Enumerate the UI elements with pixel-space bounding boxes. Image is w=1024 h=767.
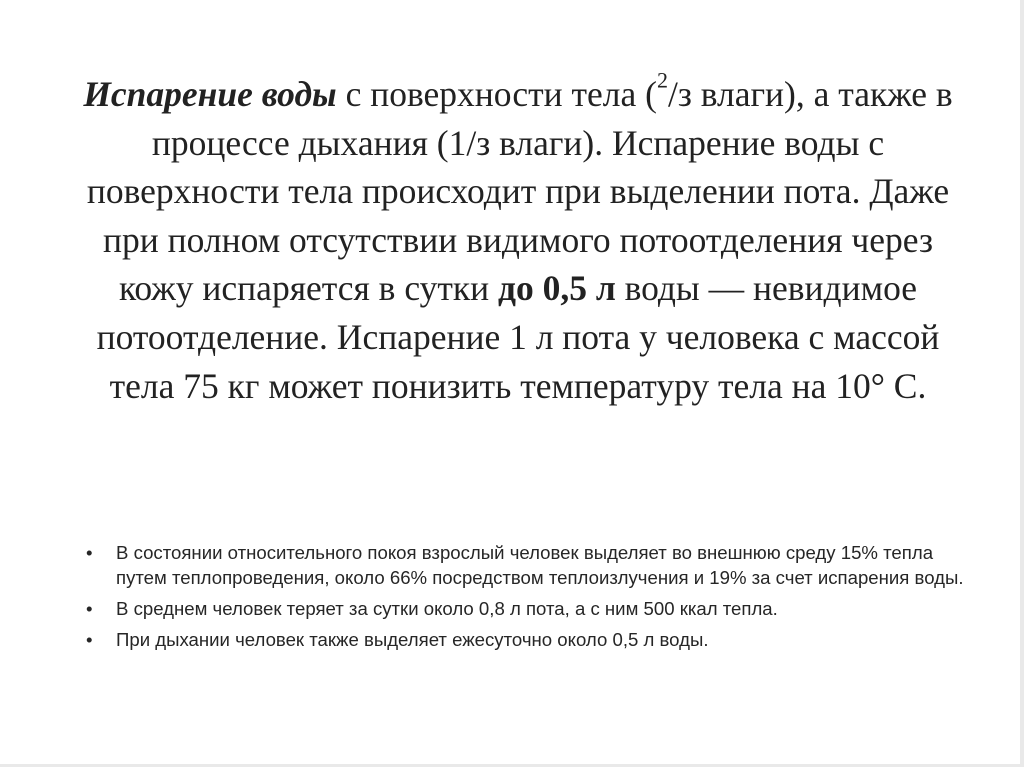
bullet-item <box>86 596 976 621</box>
bullet-marker: • <box>86 629 93 650</box>
paragraph-text-part2: /з влаги), а также в процессе дыхания (1/з влаги). Испарение воды с поверхности тела происходит при выделении пота. Даже при полном отсутствии видимого потоотделения через кожу испаряется в сутки <box>86 74 953 309</box>
paragraph-text-part1: с поверхности тела ( <box>336 74 657 114</box>
bullet-item-text: При дыхании человек также выделяет ежесуточно около 0,5 л воды. <box>116 629 709 650</box>
bullet-item-text: В среднем человек теряет за сутки около 0,8 л пота, а с ним 500 ккал тепла. <box>116 598 778 619</box>
bullet-item <box>86 627 976 652</box>
bullet-item <box>86 540 976 590</box>
bullet-item-text: В состоянии относительного покоя взрослый человек выделяет во внешнюю среду 15% тепла путем теплопроведения, около 66% посредством теплоизлучения и 19% за счет испарения воды. <box>116 542 964 588</box>
fraction-superscript: 2 <box>656 67 668 93</box>
paragraph-lead-emphasis: Испарение воды <box>83 74 337 114</box>
paragraph-text-part3: воды — невидимое потоотделение. Испарение 1 л пота у человека с массой тела 75 кг может понизить температуру тела на 10° С. <box>96 268 940 406</box>
bullet-marker: • <box>86 542 93 563</box>
bullet-marker: • <box>86 598 93 619</box>
main-paragraph <box>62 67 974 410</box>
paragraph-bold-amount: до 0,5 л <box>498 268 616 309</box>
bullet-list <box>86 540 976 658</box>
